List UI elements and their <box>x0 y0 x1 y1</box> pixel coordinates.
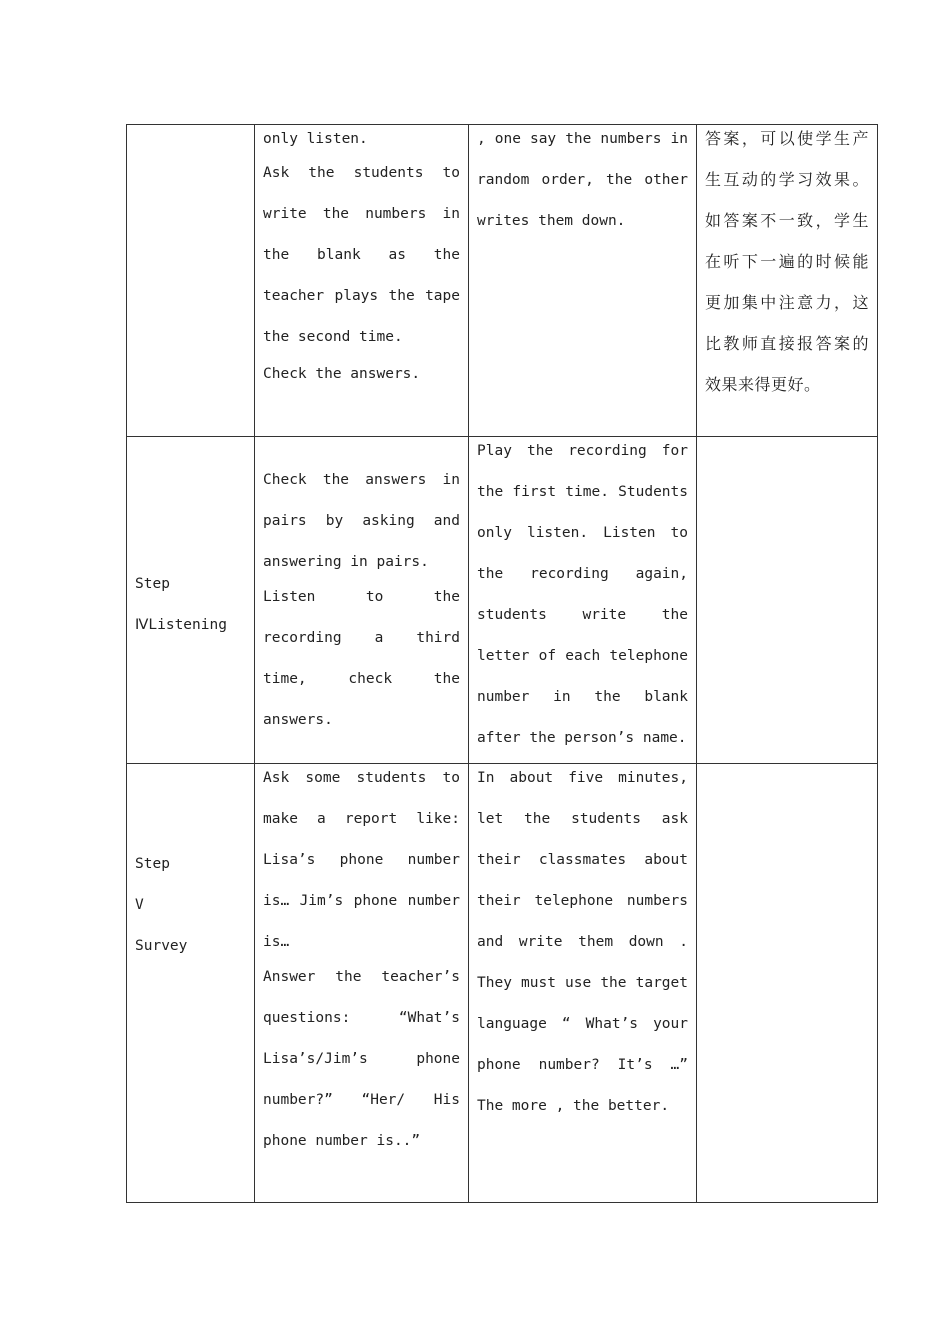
student-activity-text: Listen to the recording a third time, check the answers. <box>263 588 460 728</box>
student-activity-cell <box>255 125 469 437</box>
step-label: Survey <box>135 938 188 954</box>
step-cell <box>127 437 255 764</box>
student-activity-text: Check the answers in pairs by asking and answering in pairs. <box>263 471 460 570</box>
lesson-plan-table <box>126 124 878 1203</box>
table-row <box>127 125 878 437</box>
student-activity-text: Check the answers. <box>263 366 421 382</box>
notes-cell <box>697 764 878 1203</box>
teacher-activity-cell <box>469 125 697 437</box>
notes-cell <box>697 437 878 764</box>
step-cell <box>127 125 255 437</box>
teacher-activity-cell <box>469 437 697 764</box>
step-cell <box>127 764 255 1203</box>
table-row <box>127 764 878 1203</box>
student-activity-cell <box>255 764 469 1203</box>
table-row <box>127 437 878 764</box>
step-label: ⅣListening <box>135 617 227 633</box>
teacher-activity-cell <box>469 764 697 1203</box>
teacher-activity-text: , one say the numbers in random order, the other writes them down. <box>477 131 688 229</box>
notes-cell <box>697 125 878 437</box>
student-activity-text: Ask some students to make a report like: Lisa’s phone number is… Jim’s phone number is… <box>263 770 460 950</box>
student-activity-cell <box>255 437 469 764</box>
step-label: Step <box>135 576 170 592</box>
teacher-activity-text: Play the recording for the first time. Students only listen. Listen to the recording again, students write the letter of each telephone number in the blank after the person’s name. <box>477 443 688 746</box>
step-label: Step V <box>135 856 170 913</box>
student-activity-text: Ask the students to write the numbers in the blank as the teacher plays the tape the second time. <box>263 165 460 345</box>
student-activity-text: only listen. <box>263 131 368 147</box>
notes-text: 答案，可以使学生产生互动的学习效果。如答案不一致，学生在听下一遍的时候能更加集中注意力，这比教师直接报答案的效果来得更好。 <box>705 129 869 394</box>
teacher-activity-text: In about five minutes, let the students ask their classmates about their telephone numbers and write them down . They must use the target language “ What’s your phone number? It’s …” The more , the better. <box>477 770 688 1114</box>
student-activity-text: Answer the teacher’s questions: “What’s Lisa’s/Jim’s phone number?” “Her/ His phone number is..” <box>263 969 460 1149</box>
